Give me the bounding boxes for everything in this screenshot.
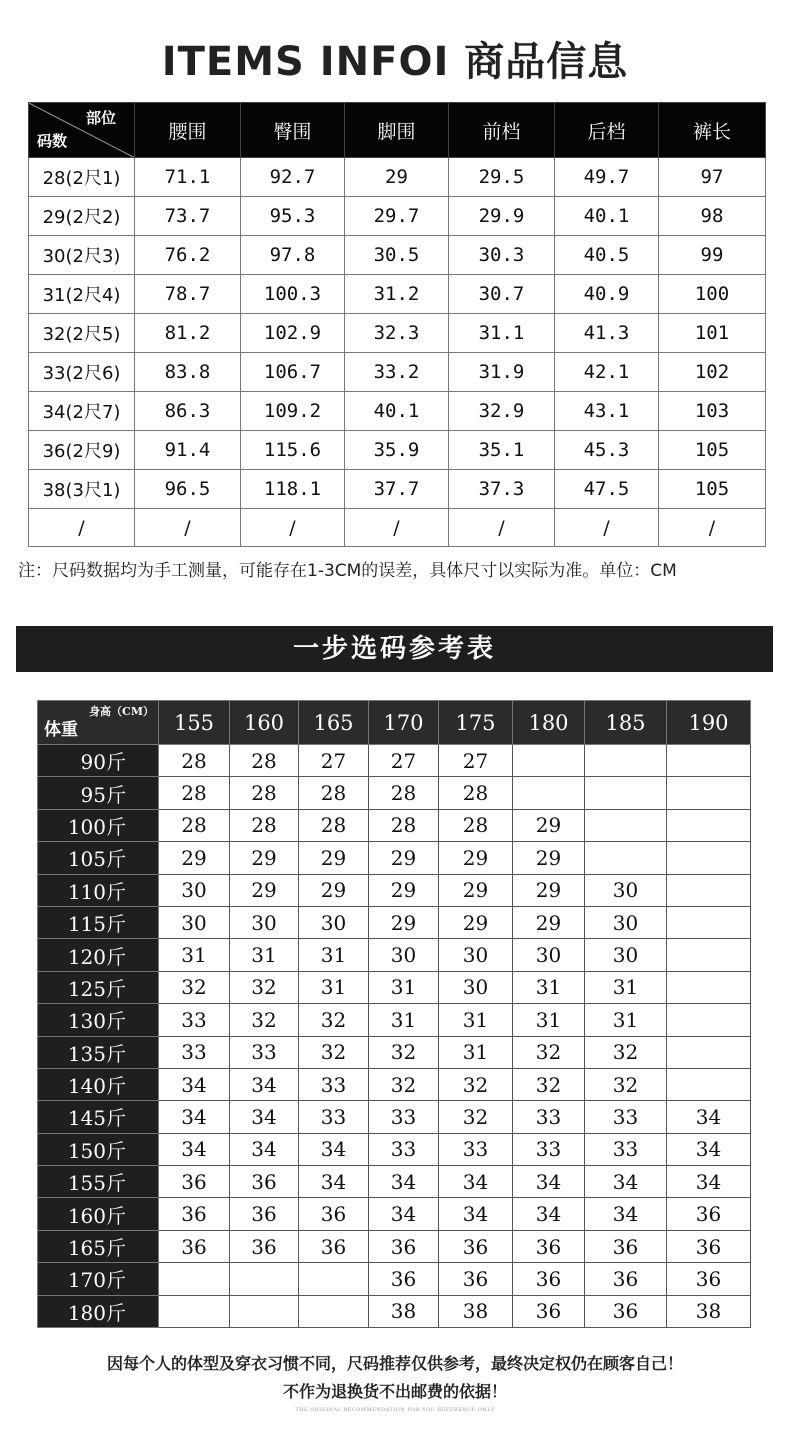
column-header: 裤长 (659, 103, 766, 158)
measurement-row (29, 236, 766, 275)
recommended-size-cell: 36 (230, 1230, 299, 1262)
corner-label-weight: 体重 (44, 720, 78, 740)
recommended-size-cell (513, 777, 585, 809)
measurement-cell: 29.7 (345, 197, 449, 236)
recommended-size-cell: 33 (159, 1036, 230, 1068)
size-guide-row (38, 1166, 751, 1198)
measurement-cell: 41.3 (555, 314, 659, 353)
weight-label: 125斤 (38, 971, 159, 1003)
recommended-size-cell: 34 (299, 1166, 369, 1198)
recommended-size-cell: 36 (369, 1230, 439, 1262)
size-guide-row (38, 1230, 751, 1262)
recommended-size-cell: 38 (439, 1295, 513, 1327)
size-cell: 30(2尺3) (29, 236, 135, 275)
measurement-cell: 35.9 (345, 431, 449, 470)
recommended-size-cell (230, 1263, 299, 1295)
size-guide-row (38, 906, 751, 938)
weight-label: 180斤 (38, 1295, 159, 1327)
recommended-size-cell: 30 (439, 939, 513, 971)
recommended-size-cell: 31 (585, 1004, 667, 1036)
recommended-size-cell: 33 (159, 1004, 230, 1036)
measurement-cell: 91.4 (135, 431, 241, 470)
measurement-row (29, 353, 766, 392)
measurement-cell: / (449, 509, 555, 547)
measurement-cell: 97.8 (241, 236, 345, 275)
recommended-size-cell: 34 (159, 1068, 230, 1100)
weight-label: 170斤 (38, 1263, 159, 1295)
recommended-size-cell (667, 777, 751, 809)
weight-label: 105斤 (38, 842, 159, 874)
recommended-size-cell: 36 (667, 1230, 751, 1262)
recommended-size-cell (299, 1295, 369, 1327)
recommended-size-cell: 28 (369, 777, 439, 809)
recommended-size-cell: 33 (513, 1133, 585, 1165)
measurement-corner-cell (29, 103, 135, 158)
measurement-cell: 49.7 (555, 158, 659, 197)
measurement-cell: 86.3 (135, 392, 241, 431)
recommended-size-cell: 34 (439, 1166, 513, 1198)
measurement-cell: / (555, 509, 659, 547)
recommended-size-cell: 30 (159, 874, 230, 906)
recommended-size-cell: 30 (439, 971, 513, 1003)
recommended-size-cell: 28 (439, 809, 513, 841)
recommended-size-cell: 28 (230, 745, 299, 777)
recommended-size-cell (159, 1295, 230, 1327)
measurement-cell: 92.7 (241, 158, 345, 197)
recommended-size-cell: 32 (439, 1068, 513, 1100)
recommended-size-cell: 36 (439, 1230, 513, 1262)
recommended-size-cell: 36 (513, 1295, 585, 1327)
measurement-cell: 105 (659, 431, 766, 470)
recommended-size-cell: 27 (439, 745, 513, 777)
size-guide-row (38, 842, 751, 874)
recommended-size-cell: 28 (230, 809, 299, 841)
measurement-cell: 29.5 (449, 158, 555, 197)
size-guide-banner: 一步选码参考表 (16, 626, 773, 672)
size-guide-row (38, 745, 751, 777)
recommended-size-cell: 32 (230, 971, 299, 1003)
weight-label: 95斤 (38, 777, 159, 809)
height-header-row (38, 701, 751, 745)
measurement-cell: 109.2 (241, 392, 345, 431)
recommended-size-cell: 27 (369, 745, 439, 777)
measurement-cell: 118.1 (241, 470, 345, 509)
size-guide-table (37, 700, 751, 1328)
recommended-size-cell: 34 (667, 1133, 751, 1165)
recommended-size-cell: 31 (369, 1004, 439, 1036)
column-header: 臀围 (241, 103, 345, 158)
recommended-size-cell: 36 (513, 1230, 585, 1262)
page-title: ITEMS INFOI 商品信息 (161, 39, 629, 85)
recommended-size-cell: 36 (585, 1230, 667, 1262)
size-guide-row (38, 1198, 751, 1230)
recommended-size-cell (667, 745, 751, 777)
recommended-size-cell: 30 (585, 939, 667, 971)
recommended-size-cell: 29 (230, 842, 299, 874)
recommended-size-cell: 27 (299, 745, 369, 777)
height-header: 185 (585, 701, 667, 745)
recommended-size-cell: 28 (159, 809, 230, 841)
recommended-size-cell: 38 (667, 1295, 751, 1327)
disclaimer-line-2: 不作为退换货不出邮费的依据！ (282, 1382, 507, 1401)
size-cell: / (29, 509, 135, 547)
measurement-cell: 42.1 (555, 353, 659, 392)
recommended-size-cell: 36 (230, 1166, 299, 1198)
column-header: 后档 (555, 103, 659, 158)
measurement-row (29, 470, 766, 509)
measurement-cell: 97 (659, 158, 766, 197)
recommended-size-cell: 34 (585, 1198, 667, 1230)
recommended-size-cell: 31 (439, 1036, 513, 1068)
size-guide-row (38, 1036, 751, 1068)
measurement-cell: 33.2 (345, 353, 449, 392)
measurement-cell: 37.3 (449, 470, 555, 509)
recommended-size-cell: 34 (230, 1101, 299, 1133)
measurement-cell: / (345, 509, 449, 547)
measurement-cell: 102.9 (241, 314, 345, 353)
recommended-size-cell (667, 971, 751, 1003)
measurement-row (29, 509, 766, 547)
recommended-size-cell: 32 (230, 1004, 299, 1036)
measurement-row (29, 314, 766, 353)
height-header: 180 (513, 701, 585, 745)
column-header: 脚围 (345, 103, 449, 158)
recommended-size-cell: 29 (369, 874, 439, 906)
recommended-size-cell (585, 745, 667, 777)
measurement-cell: 78.7 (135, 275, 241, 314)
recommended-size-cell: 31 (513, 971, 585, 1003)
weight-label: 140斤 (38, 1068, 159, 1100)
measurement-cell: 30.3 (449, 236, 555, 275)
recommended-size-cell: 28 (159, 777, 230, 809)
recommended-size-cell: 32 (513, 1036, 585, 1068)
recommended-size-cell (667, 842, 751, 874)
recommended-size-cell: 34 (159, 1133, 230, 1165)
measurement-row (29, 275, 766, 314)
recommended-size-cell: 33 (585, 1101, 667, 1133)
measurement-cell: 100 (659, 275, 766, 314)
size-guide-row (38, 1295, 751, 1327)
recommended-size-cell (230, 1295, 299, 1327)
recommended-size-cell: 34 (230, 1133, 299, 1165)
measurement-cell: 35.1 (449, 431, 555, 470)
recommended-size-cell (667, 1004, 751, 1036)
recommended-size-cell: 29 (439, 842, 513, 874)
recommended-size-cell: 32 (299, 1036, 369, 1068)
recommended-size-cell: 31 (439, 1004, 513, 1036)
measurement-cell: 105 (659, 470, 766, 509)
recommended-size-cell: 36 (439, 1263, 513, 1295)
recommended-size-cell: 36 (159, 1198, 230, 1230)
weight-label: 130斤 (38, 1004, 159, 1036)
weight-label: 165斤 (38, 1230, 159, 1262)
recommended-size-cell: 31 (230, 939, 299, 971)
size-guide-row (38, 1263, 751, 1295)
corner-label-part: 部位 (85, 109, 116, 127)
size-guide-row (38, 1068, 751, 1100)
measurement-cell: 95.3 (241, 197, 345, 236)
column-header: 腰围 (135, 103, 241, 158)
size-cell: 31(2尺4) (29, 275, 135, 314)
recommended-size-cell: 29 (299, 842, 369, 874)
measurement-cell: 31.2 (345, 275, 449, 314)
recommended-size-cell: 34 (513, 1198, 585, 1230)
measurement-row (29, 158, 766, 197)
size-guide-row (38, 939, 751, 971)
weight-label: 155斤 (38, 1166, 159, 1198)
measurement-cell: 47.5 (555, 470, 659, 509)
size-guide-row (38, 809, 751, 841)
measurement-cell: 76.2 (135, 236, 241, 275)
size-guide-row (38, 1133, 751, 1165)
recommended-size-cell: 36 (299, 1198, 369, 1230)
recommended-size-cell: 34 (230, 1068, 299, 1100)
measurement-cell: 43.1 (555, 392, 659, 431)
weight-label: 150斤 (38, 1133, 159, 1165)
recommended-size-cell: 31 (159, 939, 230, 971)
recommended-size-cell: 30 (159, 906, 230, 938)
recommended-size-cell: 32 (299, 1004, 369, 1036)
size-cell: 29(2尺2) (29, 197, 135, 236)
size-cell: 33(2尺6) (29, 353, 135, 392)
weight-label: 100斤 (38, 809, 159, 841)
recommended-size-cell: 28 (439, 777, 513, 809)
recommended-size-cell (585, 777, 667, 809)
measurement-cell: 30.7 (449, 275, 555, 314)
size-guide-row (38, 1101, 751, 1133)
weight-label: 160斤 (38, 1198, 159, 1230)
recommended-size-cell: 32 (159, 971, 230, 1003)
measurement-cell: 83.8 (135, 353, 241, 392)
recommended-size-cell (667, 809, 751, 841)
recommended-size-cell: 28 (369, 809, 439, 841)
disclaimer (0, 1350, 790, 1414)
recommended-size-cell: 34 (159, 1101, 230, 1133)
recommended-size-cell: 30 (230, 906, 299, 938)
recommended-size-cell: 34 (369, 1166, 439, 1198)
size-guide-corner-cell (38, 701, 159, 745)
measurement-cell: 29.9 (449, 197, 555, 236)
size-guide-row (38, 874, 751, 906)
recommended-size-cell (667, 874, 751, 906)
weight-label: 90斤 (38, 745, 159, 777)
corner-label-size: 码数 (37, 132, 68, 150)
measurement-cell: 71.1 (135, 158, 241, 197)
recommended-size-cell: 32 (439, 1101, 513, 1133)
measurement-cell: 101 (659, 314, 766, 353)
recommended-size-cell: 36 (159, 1166, 230, 1198)
measurement-cell: 102 (659, 353, 766, 392)
recommended-size-cell: 33 (230, 1036, 299, 1068)
recommended-size-cell: 29 (369, 906, 439, 938)
measurement-cell: / (659, 509, 766, 547)
recommended-size-cell: 34 (585, 1166, 667, 1198)
recommended-size-cell: 34 (667, 1166, 751, 1198)
recommended-size-cell: 29 (159, 842, 230, 874)
column-header: 前档 (449, 103, 555, 158)
measurement-header-row (29, 103, 766, 158)
recommended-size-cell: 33 (299, 1068, 369, 1100)
recommended-size-cell: 34 (667, 1101, 751, 1133)
recommended-size-cell: 38 (369, 1295, 439, 1327)
recommended-size-cell: 36 (667, 1263, 751, 1295)
recommended-size-cell: 36 (513, 1263, 585, 1295)
recommended-size-cell (585, 809, 667, 841)
recommended-size-cell: 29 (439, 874, 513, 906)
measurement-cell: 32.9 (449, 392, 555, 431)
recommended-size-cell: 36 (299, 1230, 369, 1262)
measurement-cell: 103 (659, 392, 766, 431)
measurement-cell: 115.6 (241, 431, 345, 470)
measurement-cell: 106.7 (241, 353, 345, 392)
height-header: 175 (439, 701, 513, 745)
size-cell: 32(2尺5) (29, 314, 135, 353)
recommended-size-cell: 28 (159, 745, 230, 777)
recommended-size-cell: 30 (513, 939, 585, 971)
recommended-size-cell: 34 (369, 1198, 439, 1230)
recommended-size-cell: 34 (299, 1133, 369, 1165)
measurement-cell: 99 (659, 236, 766, 275)
measurement-cell: / (135, 509, 241, 547)
recommended-size-cell: 29 (513, 906, 585, 938)
recommended-size-cell: 28 (299, 809, 369, 841)
measurement-row (29, 392, 766, 431)
measurement-cell: 40.5 (555, 236, 659, 275)
recommended-size-cell: 32 (585, 1036, 667, 1068)
recommended-size-cell: 33 (439, 1133, 513, 1165)
recommended-size-cell: 34 (439, 1198, 513, 1230)
measurement-row (29, 197, 766, 236)
recommended-size-cell: 33 (299, 1101, 369, 1133)
recommended-size-cell: 36 (159, 1230, 230, 1262)
corner-label-height: 身高（CM） (89, 705, 154, 718)
measurement-cell: 45.3 (555, 431, 659, 470)
recommended-size-cell: 28 (299, 777, 369, 809)
measurement-cell: 98 (659, 197, 766, 236)
recommended-size-cell: 32 (369, 1036, 439, 1068)
measurement-row (29, 431, 766, 470)
weight-label: 115斤 (38, 906, 159, 938)
recommended-size-cell: 29 (369, 842, 439, 874)
recommended-size-cell: 30 (369, 939, 439, 971)
recommended-size-cell (667, 1068, 751, 1100)
height-header: 165 (299, 701, 369, 745)
size-guide-row (38, 777, 751, 809)
size-cell: 36(2尺9) (29, 431, 135, 470)
measurement-cell: 31.1 (449, 314, 555, 353)
recommended-size-cell: 36 (585, 1263, 667, 1295)
measurement-cell: 40.1 (555, 197, 659, 236)
measurement-cell: 73.7 (135, 197, 241, 236)
recommended-size-cell (585, 842, 667, 874)
measurement-cell: 37.7 (345, 470, 449, 509)
recommended-size-cell: 29 (513, 842, 585, 874)
recommended-size-cell: 36 (230, 1198, 299, 1230)
measurement-cell: 31.9 (449, 353, 555, 392)
height-header: 155 (159, 701, 230, 745)
recommended-size-cell: 29 (439, 906, 513, 938)
recommended-size-cell: 33 (369, 1101, 439, 1133)
recommended-size-cell (667, 1036, 751, 1068)
measurement-cell: 100.3 (241, 275, 345, 314)
height-header: 190 (667, 701, 751, 745)
size-cell: 34(2尺7) (29, 392, 135, 431)
disclaimer-line-1: 因每个人的体型及穿衣习惯不同，尺码推荐仅供参考，最终决定权仍在顾客自己！ (106, 1354, 683, 1373)
weight-label: 135斤 (38, 1036, 159, 1068)
recommended-size-cell: 36 (369, 1263, 439, 1295)
measurement-cell: 30.5 (345, 236, 449, 275)
recommended-size-cell: 30 (585, 874, 667, 906)
measurement-cell: 29 (345, 158, 449, 197)
height-header: 160 (230, 701, 299, 745)
recommended-size-cell: 32 (513, 1068, 585, 1100)
measurement-cell: / (241, 509, 345, 547)
size-guide-row (38, 971, 751, 1003)
weight-label: 120斤 (38, 939, 159, 971)
recommended-size-cell: 36 (585, 1295, 667, 1327)
recommended-size-cell: 28 (230, 777, 299, 809)
recommended-size-cell: 33 (585, 1133, 667, 1165)
recommended-size-cell: 30 (299, 906, 369, 938)
measurement-note: 注：尺码数据均为手工测量，可能存在1-3CM的误差，具体尺寸以实际为准。单位：CM (18, 561, 677, 581)
measurement-cell: 96.5 (135, 470, 241, 509)
height-header: 170 (369, 701, 439, 745)
recommended-size-cell (667, 939, 751, 971)
recommended-size-cell: 31 (585, 971, 667, 1003)
disclaimer-ghost-text: THE ORIGINAL RECOMMENDATION FOR YOU REFERENCE ONLY (295, 1407, 495, 1413)
recommended-size-cell: 29 (513, 809, 585, 841)
weight-label: 110斤 (38, 874, 159, 906)
recommended-size-cell (299, 1263, 369, 1295)
measurement-cell: 32.3 (345, 314, 449, 353)
recommended-size-cell: 29 (299, 874, 369, 906)
recommended-size-cell: 32 (585, 1068, 667, 1100)
recommended-size-cell: 31 (299, 971, 369, 1003)
recommended-size-cell: 31 (369, 971, 439, 1003)
measurement-table (28, 102, 766, 547)
recommended-size-cell: 31 (299, 939, 369, 971)
measurement-cell: 81.2 (135, 314, 241, 353)
recommended-size-cell: 34 (513, 1166, 585, 1198)
recommended-size-cell (513, 745, 585, 777)
size-cell: 28(2尺1) (29, 158, 135, 197)
size-guide-row (38, 1004, 751, 1036)
recommended-size-cell: 33 (513, 1101, 585, 1133)
recommended-size-cell: 29 (513, 874, 585, 906)
measurement-cell: 40.9 (555, 275, 659, 314)
recommended-size-cell: 32 (369, 1068, 439, 1100)
size-cell: 38(3尺1) (29, 470, 135, 509)
recommended-size-cell: 33 (369, 1133, 439, 1165)
recommended-size-cell: 36 (667, 1198, 751, 1230)
recommended-size-cell: 30 (585, 906, 667, 938)
recommended-size-cell (667, 906, 751, 938)
recommended-size-cell: 31 (513, 1004, 585, 1036)
measurement-cell: 40.1 (345, 392, 449, 431)
recommended-size-cell (159, 1263, 230, 1295)
weight-label: 145斤 (38, 1101, 159, 1133)
recommended-size-cell: 29 (230, 874, 299, 906)
